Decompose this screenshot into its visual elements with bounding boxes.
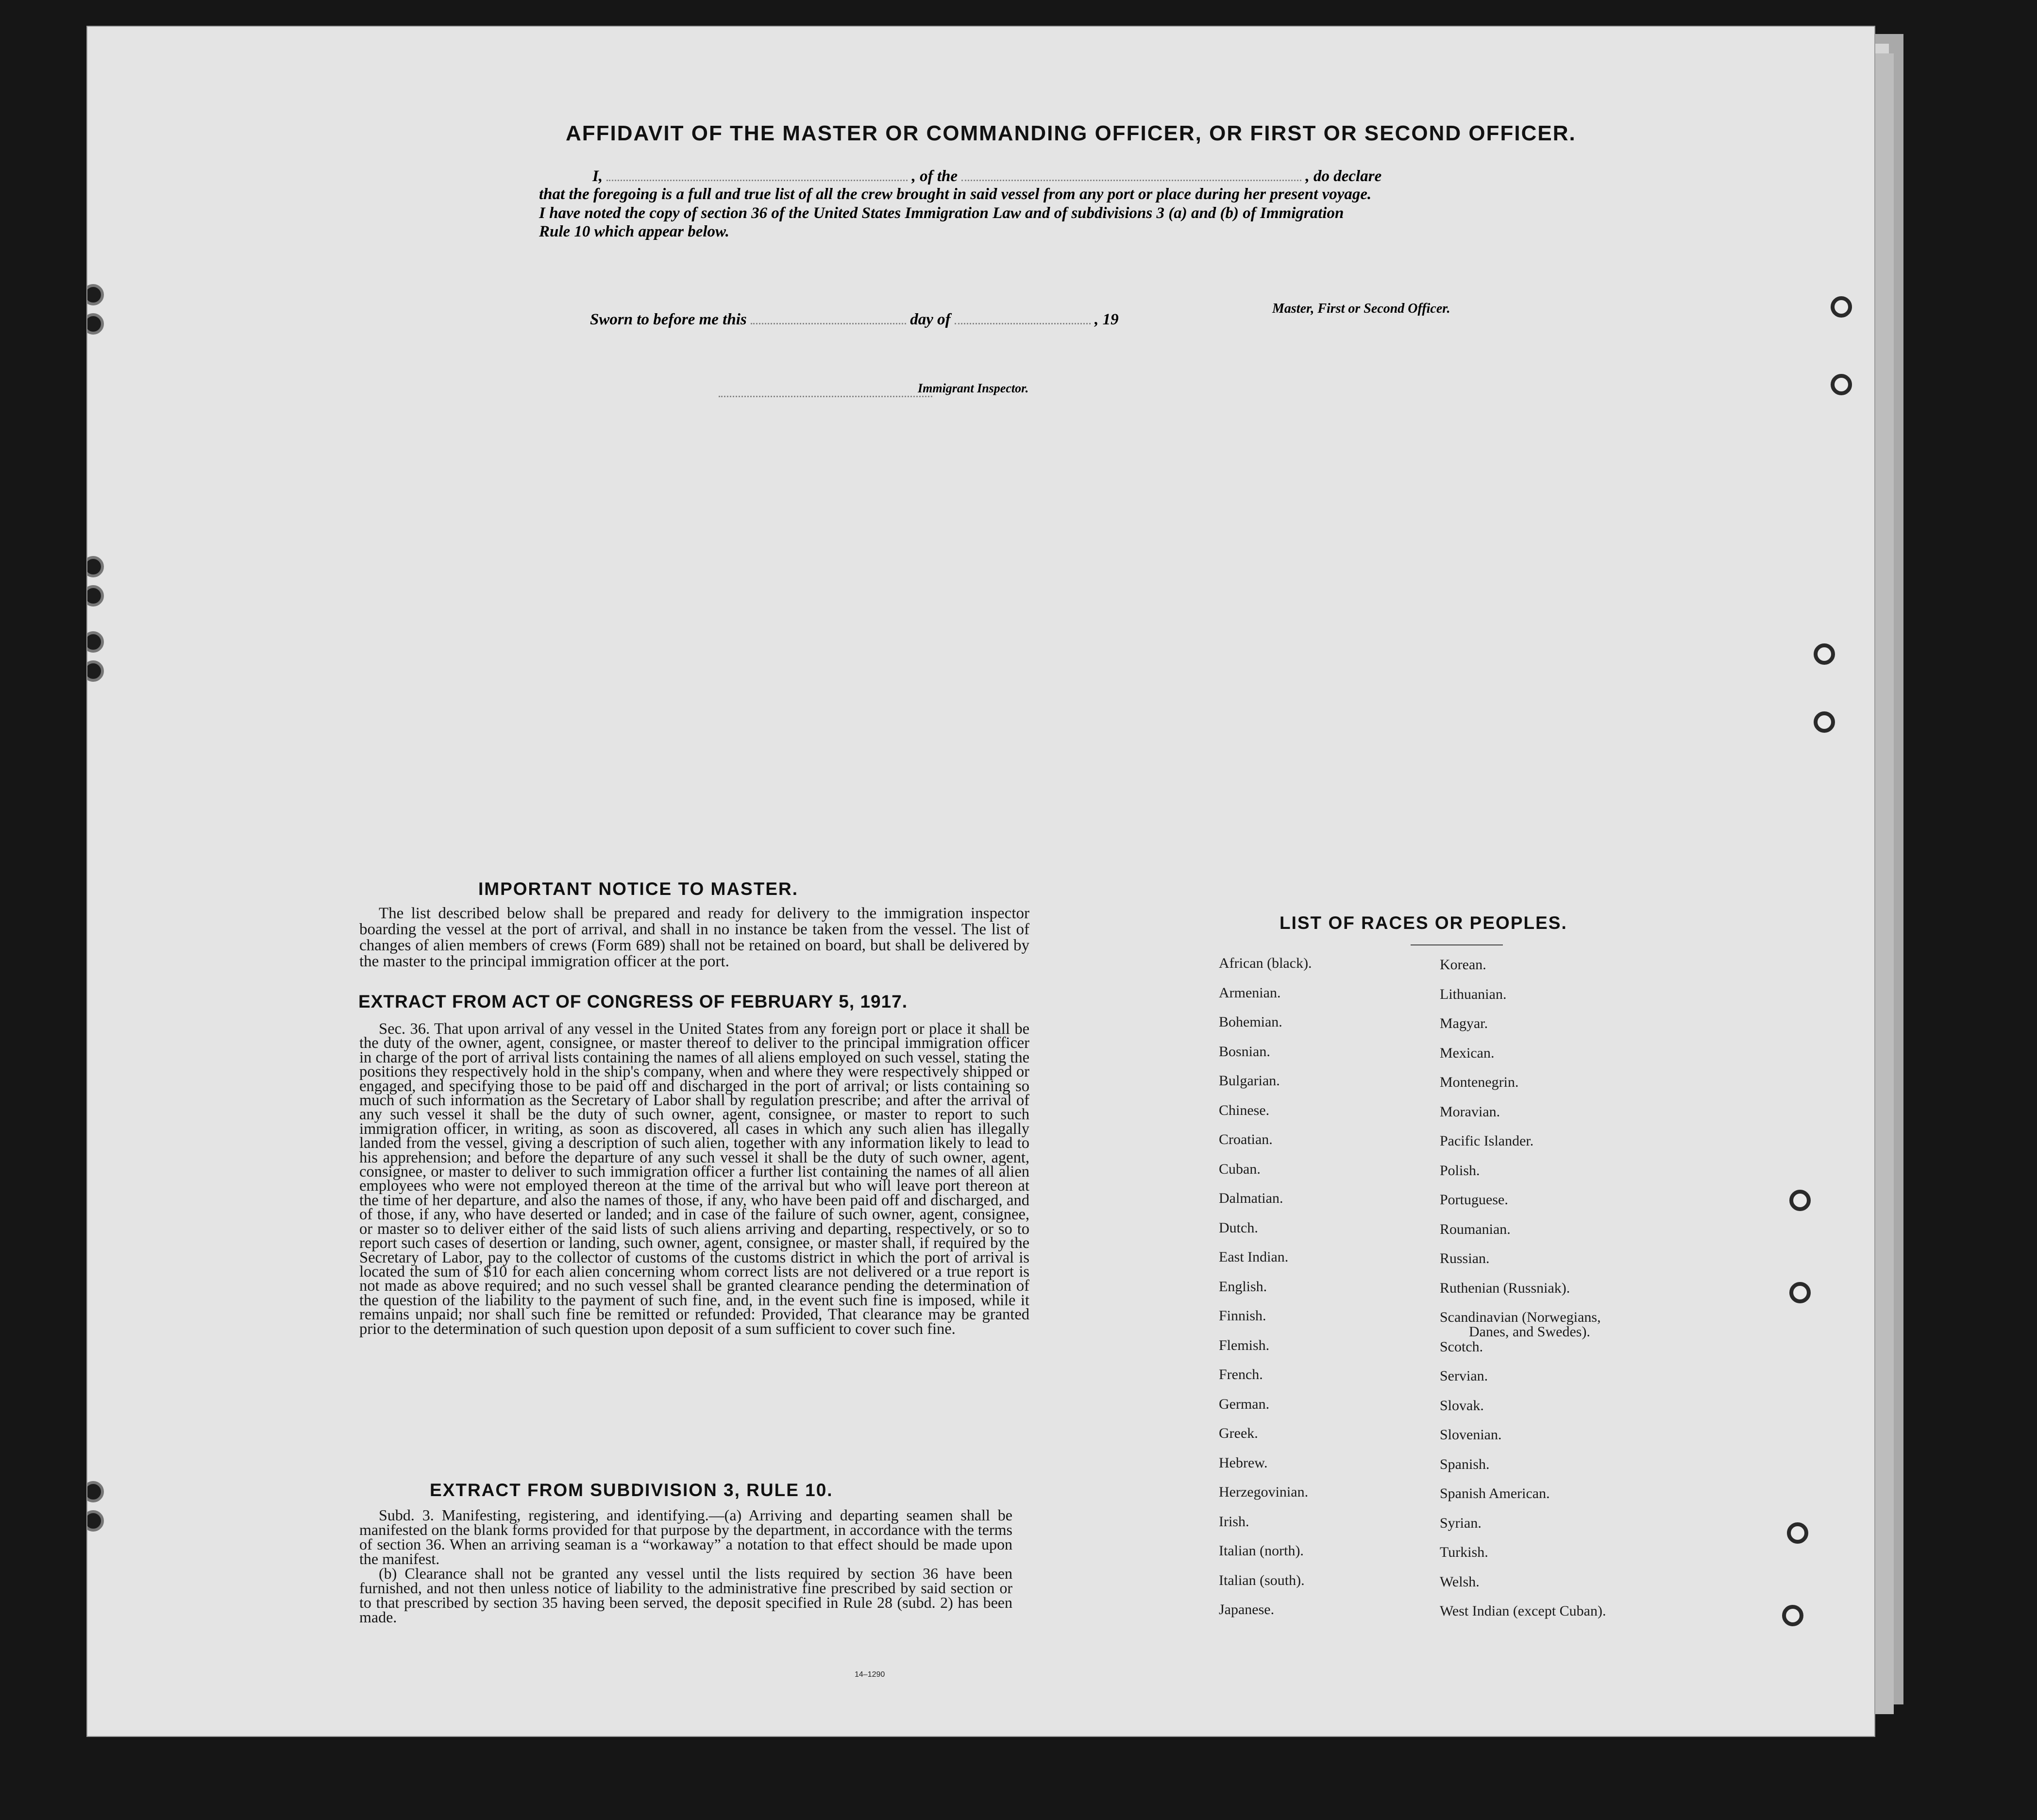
race-item: Dalmatian. [1219,1190,1283,1206]
race-item: Ruthenian (Russniak). [1440,1280,1570,1296]
affidavit-declare: , do declare [1305,168,1382,185]
race-item: French. [1219,1366,1263,1382]
notice-text [359,906,1029,970]
bleed-through [379,410,390,449]
vessel-name-field[interactable] [961,180,1301,181]
race-item: Greek. [1219,1425,1258,1441]
inspector-signature-line[interactable] [719,396,932,397]
extract-rule-title: EXTRACT FROM SUBDIVISION 3, RULE 10. [430,1480,833,1500]
affidavit-of-the: , of the [911,168,958,185]
inspector-label: Immigrant Inspector. [918,381,1029,395]
race-item: Slovak. [1440,1397,1484,1414]
binder-hole-icon [87,1510,104,1532]
race-item: African (black). [1219,955,1312,971]
sworn-day-field[interactable] [751,323,906,324]
extract-act-paragraph: Sec. 36. That upon arrival of any vessel in the United States from any foreign port or place it shall be the duty of the owner, agent, consignee, or master thereof to deliver to the principal immigration officer in charge of the port of arrival lists containing the names of all aliens employed on such vessel, stating the positions they respectively hold in the ship's company, when and where they were respectively shipped or engaged, and specifying those to be paid off and discharged in the port of arrival; or lists containing so much of such information as the Secretary of Labor shall by regulation prescribe; and after the arrival of any such vessel it shall be the duty of such owner, agent, consignee, or master to report to such immigration officer, in writing, as soon as discovered, all cases in which any such alien has illegally landed from the vessel, giving a description of such alien, together with any information likely to lead to his apprehension; and before the departure of any such vessel it shall be the duty of such owner, agent, consignee, or master to deliver to such immigration officer a further list containing the names of all alien employees who were not employed thereon at the time of the arrival but who will leave port thereon at the time of her departure, and also the names of those, if any, who have been paid off and discharged, and of those, if any, who have deserted or landed; and in case of the failure of such owner, agent, consignee, or master so to deliver either of the said lists of such aliens arriving and departing, respectively, or so to report such cases of desertion or landing, such owner, agent, consignee, or master shall, if required by the Secretary of Labor, pay to the collector of customs of the customs district in which the port of arrival is located the sum of $10 for each alien concerning whom correct lists are not delivered or a true report is not made as above required; and no such vessel shall be granted clearance pending the determination of the question of the liability to the payment of such fine, and, in the event such fine is imposed, while it remains unpaid; nor shall such fine be remitted or refunded: Provided, That clearance may be granted prior to the determination of such question upon deposit of a sum sufficient to cover such fine. [359,1020,1029,1338]
binder-hole-icon [87,556,104,577]
race-item: Dutch. [1219,1219,1258,1236]
affidavit-line-1 [592,168,1381,185]
form-number: 14–1290 [855,1670,885,1679]
binder-hole-icon [87,1481,104,1502]
race-item: Chinese. [1219,1102,1270,1118]
master-signature-label: Master, First or Second Officer. [1272,301,1450,316]
race-item: Russian. [1440,1250,1490,1266]
affidavit-line-3: I have noted the copy of section 36 of the United States Immigration Law and of subdivisions 3 (a) and (b) of Immigration [539,204,1344,222]
punch-hole-icon [1831,374,1852,395]
extract-act-text [359,1022,1029,1336]
races-title-underline [1411,944,1503,945]
race-item: Slovenian. [1440,1427,1502,1443]
race-item: Japanese. [1219,1601,1275,1618]
master-name-field[interactable] [606,180,908,181]
affidavit-i: I, [592,168,603,185]
race-item: Spanish American. [1440,1485,1550,1501]
punch-hole-icon [1787,1522,1808,1544]
binder-hole-icon [87,313,104,335]
races-title: LIST OF RACES OR PEOPLES. [1279,913,1567,933]
race-item: Bulgarian. [1219,1073,1280,1089]
race-item: German. [1219,1396,1270,1412]
race-item: English. [1219,1278,1267,1295]
race-item: Mexican. [1440,1045,1495,1061]
extract-act-title: EXTRACT FROM ACT OF CONGRESS OF FEBRUARY 5, 1917. [358,992,908,1011]
punch-hole-icon [1789,1190,1811,1211]
year-label: , 19 [1094,311,1119,328]
race-item: Cuban. [1219,1161,1261,1177]
affidavit-line-4: Rule 10 which appear below. [539,223,730,240]
punch-hole-icon [1831,296,1852,318]
notice-title: IMPORTANT NOTICE TO MASTER. [478,879,799,899]
race-item: Croatian. [1219,1131,1273,1147]
punch-hole-icon [1782,1605,1803,1626]
binder-hole-icon [87,631,104,653]
race-item: Magyar. [1440,1015,1488,1031]
race-item: Italian (south). [1219,1572,1305,1588]
affidavit-title: AFFIDAVIT OF THE MASTER OR COMMANDING OFFICER, OR FIRST OR SECOND OFFICER. [566,121,1576,145]
race-item: East Indian. [1219,1249,1289,1265]
race-item: Spanish. [1440,1456,1490,1472]
sworn-line [590,311,1119,329]
punch-hole-icon [1789,1282,1811,1303]
race-item: Lithuanian. [1440,986,1507,1002]
race-item: Syrian. [1440,1515,1481,1531]
sworn-label: Sworn to before me this [590,311,747,328]
race-item: Turkish. [1440,1544,1488,1560]
race-item: Portuguese. [1440,1192,1508,1208]
race-item: Scotch. [1440,1338,1483,1355]
race-item-continued: Danes, and Swedes). [1469,1324,1590,1340]
race-item: Roumanian. [1440,1221,1511,1237]
race-item: Flemish. [1219,1337,1270,1353]
race-item: Italian (north). [1219,1543,1304,1559]
binder-hole-icon [87,585,104,607]
race-item: Pacific Islander. [1440,1133,1534,1149]
document-page [87,27,1874,1736]
race-item: Polish. [1440,1162,1480,1179]
race-item: Herzegovinian. [1219,1484,1309,1500]
race-item: Moravian. [1440,1103,1500,1120]
race-item: Bohemian. [1219,1014,1282,1030]
punch-hole-icon [1814,643,1835,665]
race-item: Armenian. [1219,984,1281,1001]
races-left-column [1219,955,1312,1631]
race-item: Hebrew. [1219,1454,1268,1471]
race-item: Irish. [1219,1513,1249,1530]
sworn-month-field[interactable] [955,323,1091,324]
race-item: Montenegrin. [1440,1074,1519,1090]
affidavit-line-2: that the foregoing is a full and true list of all the crew brought in said vessel from any port or place during her present voyage. [539,185,1372,203]
race-item: Servian. [1440,1368,1488,1384]
binder-hole-icon [87,660,104,682]
races-right-column [1440,957,1606,1633]
punch-hole-icon [1814,711,1835,733]
race-item: Bosnian. [1219,1043,1270,1060]
race-item: Scandinavian (Norwegians, [1440,1309,1601,1325]
rule-paragraph-b: (b) Clearance shall not be granted any vessel until the lists required by section 36 have been furnished, and not then unless notice of liability to the administrative fine prescribed by said section or to that prescribed by section 35 having been served, the deposit specified in Rule 28 (subd. 2) has been made. [359,1565,1012,1626]
notice-paragraph: The list described below shall be prepared and ready for delivery to the immigration inspector boarding the vessel at the port of arrival, and shall in no instance be taken from the vessel. The list of changes of alien members of crews (Form 689) shall not be retained on board, but shall be delivered by the master to the principal immigration officer at the port. [359,905,1029,970]
race-item: Finnish. [1219,1308,1266,1324]
race-item: West Indian (except Cuban). [1440,1603,1606,1619]
race-item: Welsh. [1440,1573,1480,1590]
race-item: Korean. [1440,957,1486,973]
rule-paragraph-a: Subd. 3. Manifesting, registering, and identifying.—(a) Arriving and departing seamen shall be manifested on the blank forms provided for that purpose by the department, in accordance with the terms of section 36. When an arriving seaman is a “workaway” a notation to that effect should be made upon the manifest. [359,1506,1012,1567]
extract-rule-text [359,1508,1012,1624]
day-of-label: day of [910,311,951,328]
binder-hole-icon [87,284,104,305]
